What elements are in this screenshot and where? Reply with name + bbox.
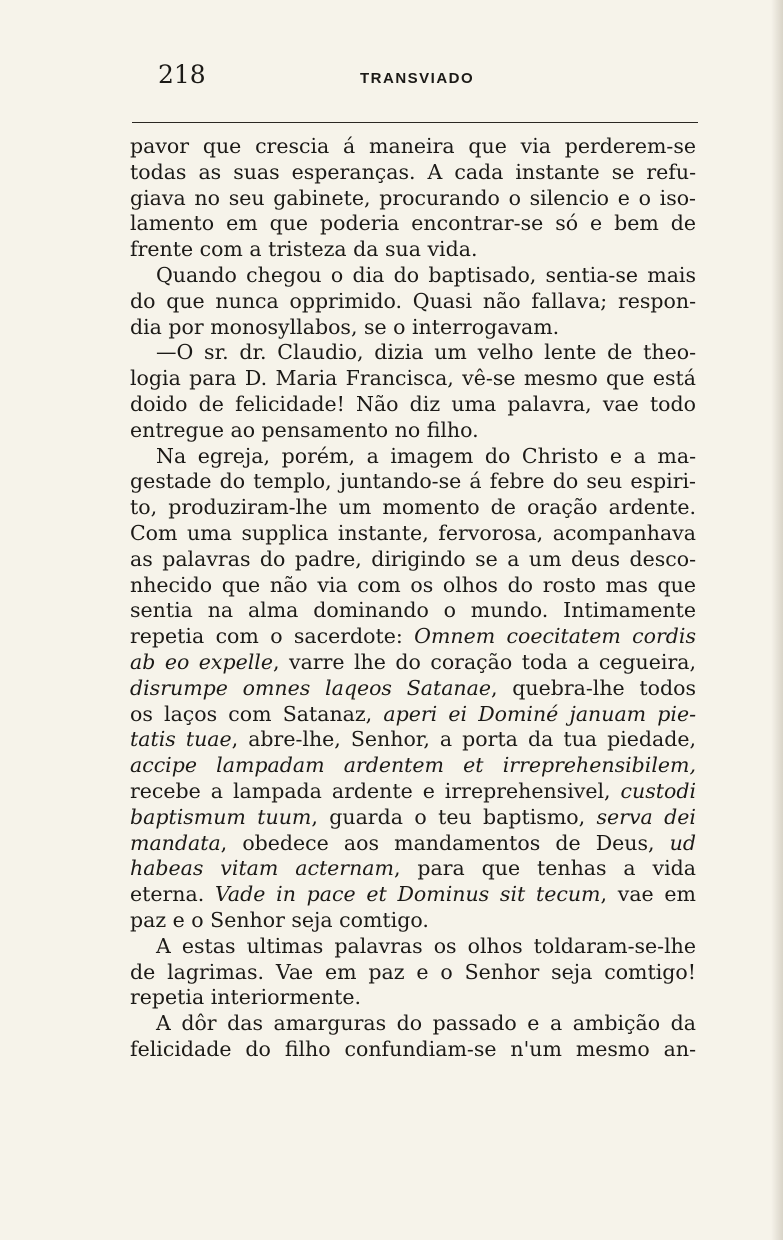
text-line: frente com a tristeza da sua vida. — [130, 237, 478, 262]
text-line: as palavras do padre, dirigindo se a um deus desco- — [130, 546, 696, 571]
text-line: logia para D. Maria Francisca, vê-se mesmo que está — [130, 366, 696, 391]
text-line: Na egreja, porém, a imagem do Christo e a ma- — [156, 443, 696, 468]
latin-span: custodi — [620, 778, 696, 803]
page-number: 218 — [158, 60, 206, 89]
text-span: , vae em — [600, 882, 697, 907]
latin-span: tatis tuae — [130, 727, 232, 752]
latin-span: Omnem coecitatem cordis — [414, 624, 696, 649]
latin-span: Vade in pace et Dominus sit tecum — [215, 882, 601, 907]
text-line: nhecido que não via com os olhos do rosto mas que — [130, 572, 696, 597]
body-text — [130, 134, 696, 1063]
latin-span: habeas vitam acternam — [130, 856, 394, 881]
text-line: sentia na alma dominando o mundo. Intimamente — [130, 598, 696, 623]
text-line — [130, 650, 696, 676]
header-rule — [132, 122, 698, 123]
latin-span: ud — [669, 830, 696, 855]
latin-span: ab eo expelle — [130, 649, 273, 674]
text-line — [130, 831, 696, 857]
text-line: to, produziram-lhe um momento de oração ardente. — [130, 495, 696, 520]
latin-span: baptismum tuum — [130, 804, 312, 829]
text-line: dia por monosyllabos, se o interrogavam. — [130, 314, 560, 339]
text-line: paz e o Senhor seja comtigo. — [130, 907, 429, 932]
latin-span: serva dei — [596, 804, 696, 829]
text-span: , varre lhe do coração toda a cegueira, — [272, 649, 696, 674]
text-line: entregue ao pensamento no filho. — [130, 417, 479, 442]
text-line — [130, 727, 696, 753]
text-line: —O sr. dr. Claudio, dizia um velho lente de theo- — [156, 340, 696, 365]
text-line: Com uma supplica instante, fervorosa, acompanhava — [130, 520, 696, 545]
text-line: lamento em que poderia encontrar-se só e bem de — [130, 211, 696, 236]
text-line — [130, 882, 696, 908]
latin-span: mandata — [130, 830, 221, 855]
text-line: A estas ultimas palavras os olhos toldaram-se-lhe — [156, 933, 696, 958]
latin-span: aperi ei Dominé januam pie- — [383, 701, 697, 726]
text-line: gestade do templo, juntando-se á febre do seu espiri- — [130, 469, 696, 494]
text-span: , obedece aos mandamentos de Deus, — [220, 830, 670, 855]
page-header — [130, 60, 700, 96]
text-line: do que nunca opprimido. Quasi não fallava; respon- — [130, 288, 696, 313]
text-span: recebe a lampada ardente e irreprehensivel, — [130, 778, 621, 803]
text-span: os laços com Satanaz, — [130, 701, 384, 726]
page-edge-shadow — [771, 0, 783, 1240]
text-line: de lagrimas. Vae em paz e o Senhor seja comtigo! — [130, 959, 696, 984]
text-span: repetia com o sacerdote: — [130, 624, 415, 649]
text-line: todas as suas esperanças. A cada instante se refu- — [130, 159, 696, 184]
text-span: , quebra-lhe todos — [490, 675, 696, 700]
text-line — [130, 753, 696, 779]
text-span: , para que tenhas a vida — [393, 856, 696, 881]
running-title: TRANSVIADO — [360, 70, 475, 87]
text-line: repetia interiormente. — [130, 985, 362, 1010]
text-line — [130, 676, 696, 702]
text-span: , abre-lhe, Senhor, a porta da tua piedade, — [231, 727, 696, 752]
text-line — [130, 702, 696, 728]
text-line — [130, 805, 696, 831]
text-line: giava no seu gabinete, procurando o silencio e o iso- — [130, 185, 696, 210]
text-line: Quando chegou o dia do baptisado, sentia-se mais — [156, 262, 696, 287]
text-line: pavor que crescia á maneira que via perderem-se — [130, 134, 696, 158]
text-span: , guarda o teu baptismo, — [311, 804, 597, 829]
text-line: felicidade do filho confundiam-se n'um mesmo an- — [130, 1036, 696, 1061]
latin-span: disrumpe omnes laqeos Satanae — [130, 675, 491, 700]
latin-span: accipe lampadam ardentem et irreprehensibilem, — [130, 753, 696, 778]
text-line — [130, 856, 696, 882]
text-line — [130, 624, 696, 650]
text-line: A dôr das amarguras do passado e a ambição da — [156, 1011, 696, 1036]
text-span: eterna. — [130, 882, 215, 907]
text-line: doido de felicidade! Não diz uma palavra, vae todo — [130, 391, 696, 416]
text-line — [130, 779, 696, 805]
